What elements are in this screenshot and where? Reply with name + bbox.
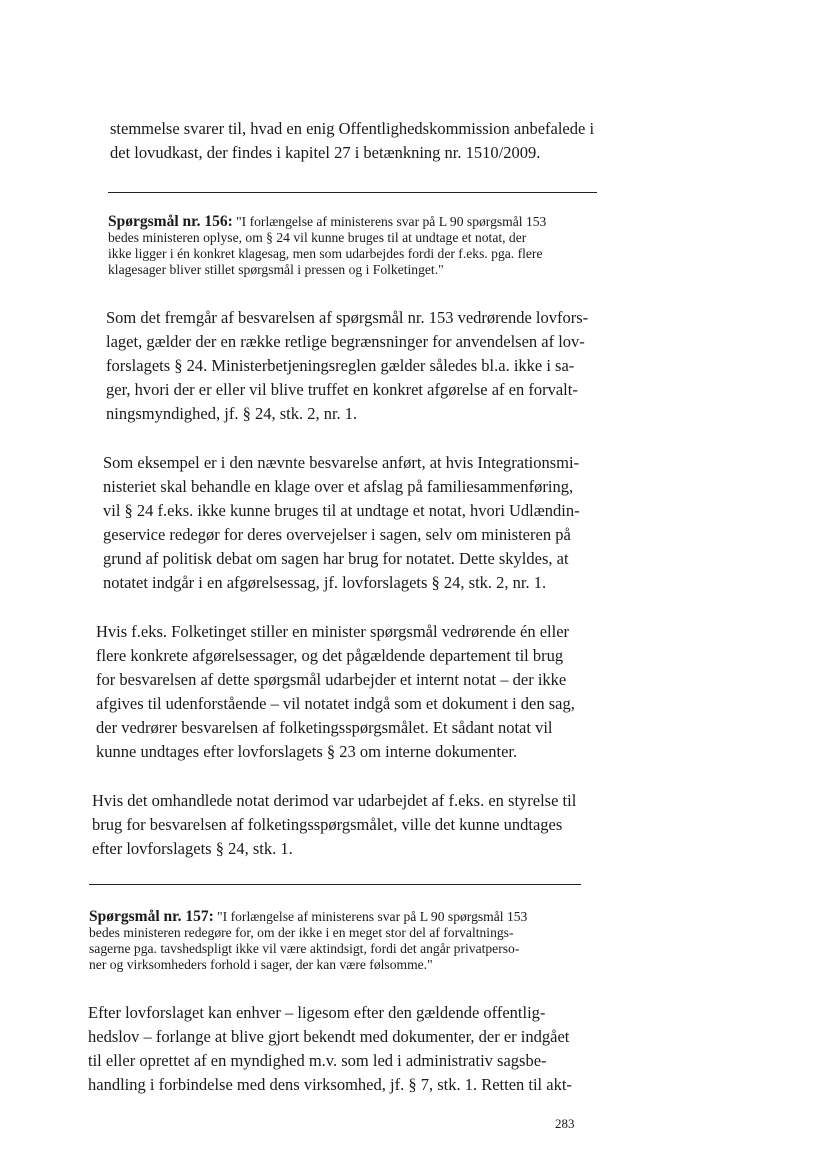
text-line: sagerne pga. tavshedspligt ikke vil være aktindsigt, fordi det angår privatperso- [89, 941, 520, 956]
text-line: vil § 24 f.eks. ikke kunne bruges til at undtage et notat, hvori Udlændin- [103, 501, 580, 520]
question-first-line [89, 909, 527, 925]
text-line: flere konkrete afgørelsessager, og det pågældende departement til brug [96, 646, 564, 665]
text-line: der vedrører besvarelsen af folketingsspørgsmålet. Et sådant notat vil [96, 718, 553, 737]
text-line: handling i forbindelse med dens virksomhed, jf. § 7, stk. 1. Retten til akt- [88, 1075, 572, 1094]
text-line: til eller oprettet af en myndighed m.v. som led i administrativ sagsbe- [88, 1051, 547, 1070]
text-line: Som det fremgår af besvarelsen af spørgsmål nr. 153 vedrørende lovfors- [106, 308, 589, 327]
answer-157-paragraph [88, 1001, 572, 1097]
separator-rule [108, 192, 597, 193]
text-line: Hvis det omhandlede notat derimod var udarbejdet af f.eks. en styrelse til [92, 791, 577, 810]
text-line: ningsmyndighed, jf. § 24, stk. 2, nr. 1. [106, 404, 358, 423]
text-line: ner og virksomheders forhold i sager, der kan være følsomme." [89, 957, 433, 972]
text-line: klagesager bliver stillet spørgsmål i pressen og i Folketinget." [108, 262, 444, 277]
question-first-line [108, 214, 546, 230]
text-line: for besvarelsen af dette spørgsmål udarbejder et internt notat – der ikke [96, 670, 567, 689]
question-157 [89, 909, 527, 973]
answer-156-paragraph-3 [96, 620, 575, 764]
question-text: "I forlængelse af ministerens svar på L 90 spørgsmål 153 [213, 909, 528, 924]
text-line: stemmelse svarer til, hvad en enig Offentlighedskommission anbefalede i [110, 119, 595, 138]
question-text: "I forlængelse af ministerens svar på L 90 spørgsmål 153 [232, 214, 547, 229]
text-line: hedslov – forlange at blive gjort bekendt med dokumenter, der er indgået [88, 1027, 570, 1046]
text-line: afgives til udenforstående – vil notatet indgå som et dokument i den sag, [96, 694, 575, 713]
page-number: 283 [555, 1116, 575, 1131]
text-line: det lovudkast, der findes i kapitel 27 i betænkning nr. 1510/2009. [110, 143, 541, 162]
answer-156-paragraph-4 [92, 789, 576, 861]
answer-156-paragraph-2 [103, 451, 580, 595]
text-line: efter lovforslagets § 24, stk. 1. [92, 839, 293, 858]
text-line: forslagets § 24. Ministerbetjeningsreglen gælder således bl.a. ikke i sa- [106, 356, 575, 375]
text-line: brug for besvarelsen af folketingsspørgsmålet, ville det kunne undtages [92, 815, 563, 834]
text-line: laget, gælder der en række retlige begrænsninger for anvendelsen af lov- [106, 332, 585, 351]
text-line: kunne undtages efter lovforslagets § 23 om interne dokumenter. [96, 742, 518, 761]
text-line: notatet indgår i en afgørelsessag, jf. lovforslagets § 24, stk. 2, nr. 1. [103, 573, 547, 592]
text-line: Efter lovforslaget kan enhver – ligesom efter den gældende offentlig- [88, 1003, 546, 1022]
text-line: ger, hvori der er eller vil blive truffet en konkret afgørelse af en forvalt- [106, 380, 578, 399]
text-line: bedes ministeren oplyse, om § 24 vil kunne bruges til at undtage et notat, der [108, 230, 527, 245]
answer-156-paragraph-1 [106, 306, 588, 426]
separator-rule [89, 884, 581, 885]
text-line: Som eksempel er i den nævnte besvarelse anført, at hvis Integrationsmi- [103, 453, 580, 472]
question-156 [108, 214, 546, 278]
text-line: grund af politisk debat om sagen har brug for notatet. Dette skyldes, at [103, 549, 569, 568]
text-line: geservice redegør for deres overvejelser i sagen, selv om ministeren på [103, 525, 571, 544]
text-line: bedes ministeren redegøre for, om der ikke i en meget stor del af forvaltnings- [89, 925, 514, 940]
question-label: Spørgsmål nr. 156: [108, 213, 233, 230]
text-line: ikke ligger i én konkret klagesag, men som udarbejdes fordi der f.eks. pga. flere [108, 246, 543, 261]
intro-paragraph [110, 117, 594, 165]
question-label: Spørgsmål nr. 157: [89, 908, 214, 925]
text-line: Hvis f.eks. Folketinget stiller en minister spørgsmål vedrørende én eller [96, 622, 570, 641]
text-line: nisteriet skal behandle en klage over et afslag på familiesammenføring, [103, 477, 574, 496]
